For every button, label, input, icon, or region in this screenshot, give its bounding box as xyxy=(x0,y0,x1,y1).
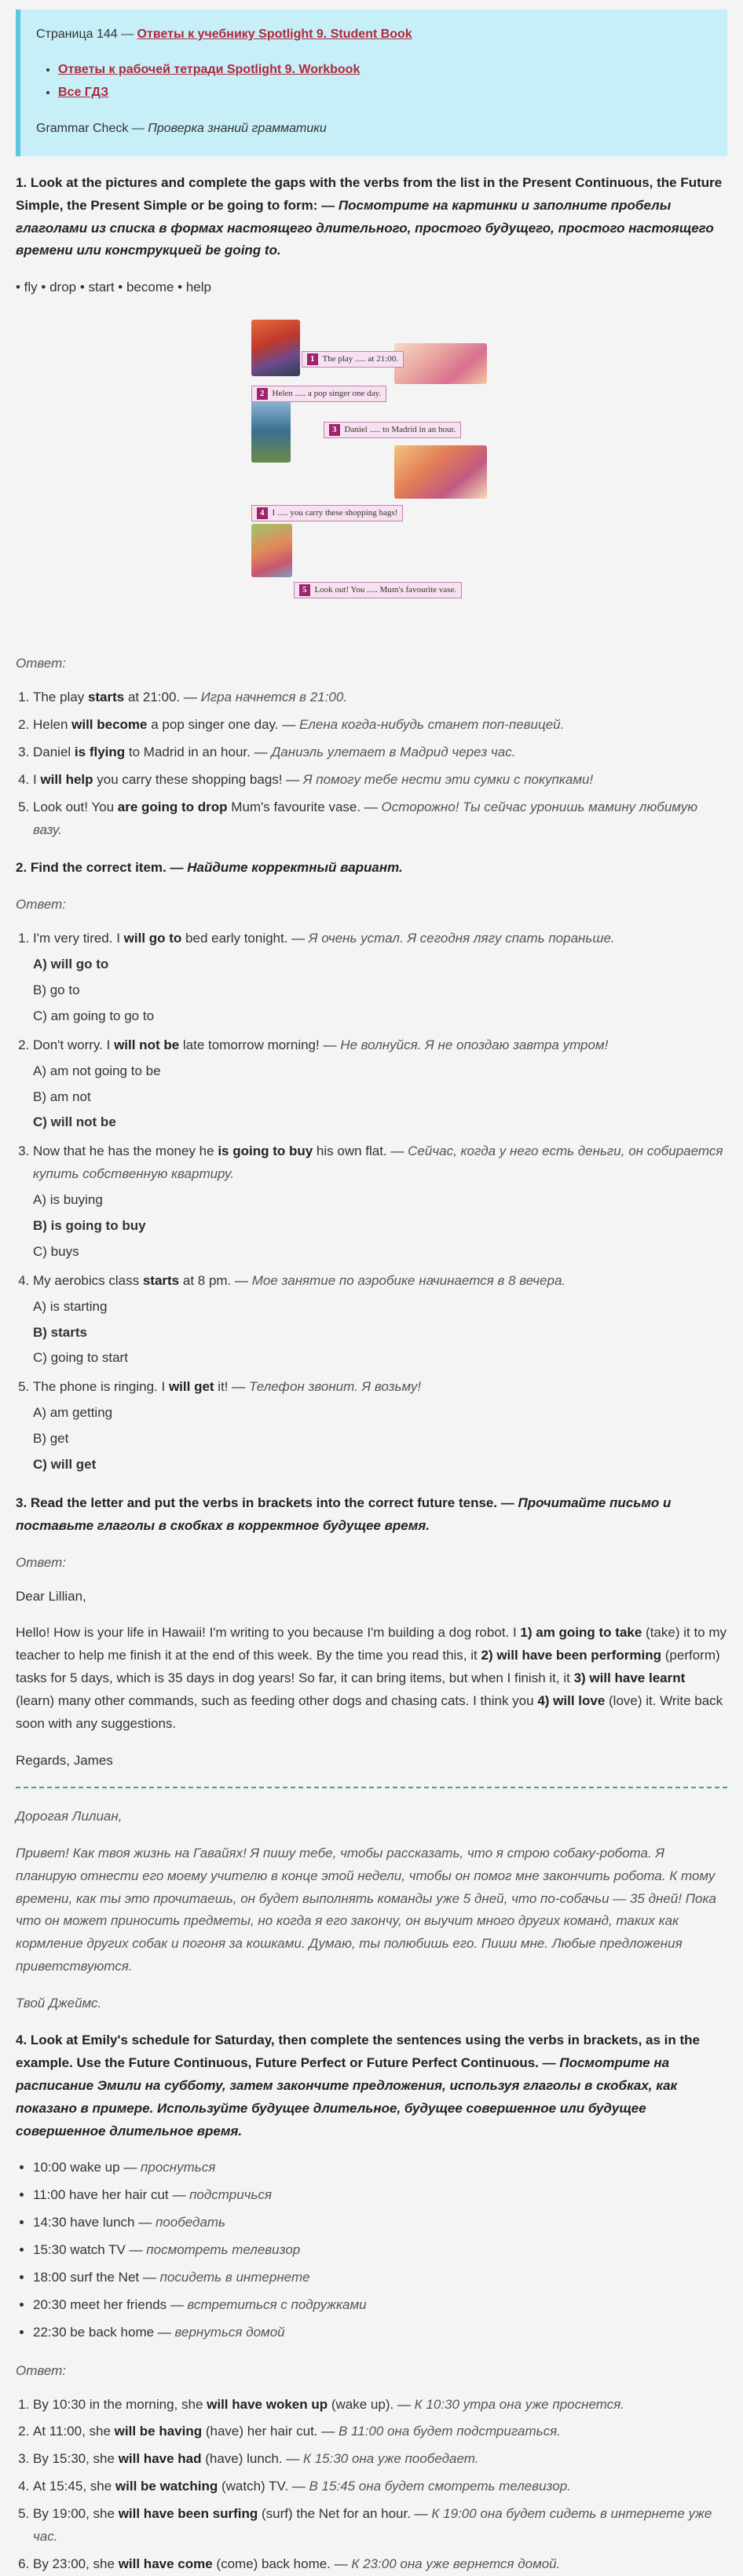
text-fragment: Don't worry. I xyxy=(33,1037,115,1052)
text-fragment: will have come xyxy=(118,2556,213,2571)
answer-label: Ответ: xyxy=(16,1554,67,1570)
text-fragment: (wake up). — xyxy=(328,2396,415,2412)
text-fragment: 10:00 wake up — xyxy=(33,2160,141,2175)
text-fragment: At 15:45, she xyxy=(33,2479,115,2494)
text-fragment: 18:00 surf the Net — xyxy=(33,2269,160,2285)
list-item xyxy=(33,928,727,1028)
text-fragment: Мое занятие по аэробике начинается в 8 вечера. xyxy=(251,1272,566,1288)
text-fragment: (have) her hair cut. — xyxy=(202,2424,339,2439)
text-fragment: 2) will have been performing xyxy=(481,1648,662,1663)
options-list xyxy=(33,1060,727,1135)
text-fragment: 20:30 meet her friends — xyxy=(33,2296,188,2312)
text-fragment: will go to xyxy=(123,931,182,946)
option: A) am not going to be xyxy=(33,1063,161,1078)
text-fragment: By 15:30, she xyxy=(33,2451,119,2467)
text-fragment: (watch) TV. — xyxy=(218,2479,309,2494)
text-fragment: Hello! How is your life in Hawaii! I'm writing to you because I'm building a dog robot. I xyxy=(16,1625,521,1641)
text-fragment: at 21:00. — xyxy=(124,690,201,705)
text-fragment: Даниэль улетает в Мадрид через час. xyxy=(271,744,516,759)
list-item xyxy=(33,741,727,764)
task-ru: Найдите корректный вариант. xyxy=(187,860,403,876)
text-fragment: К 15:30 она уже пообедает. xyxy=(302,2451,479,2467)
all-gdz-link[interactable]: Все ГДЗ xyxy=(58,86,109,100)
text-fragment: Сейчас, когда у него есть деньги, он собирается купить собственную квартиру. xyxy=(33,1143,723,1182)
text-fragment: (have) lunch. — xyxy=(201,2451,303,2467)
text-fragment: is going to buy xyxy=(218,1143,313,1159)
text-fragment: посмотреть телевизор xyxy=(146,2242,301,2258)
text-fragment: is flying xyxy=(74,744,126,759)
text-fragment: (surf) the Net for an hour. — xyxy=(258,2506,432,2522)
list-item xyxy=(58,82,712,103)
text-fragment: Look out! You xyxy=(33,799,118,814)
text-fragment: will have had xyxy=(118,2451,202,2467)
task-ru: Посмотрите на картинки и заполните пробелы глаголами из списка в формах настоящего длительного, простого будущего, простого настоящего времени или конструкцией be going to. xyxy=(16,197,714,258)
option: B) go to xyxy=(33,982,80,997)
grammar-check-en: Grammar Check — xyxy=(36,121,148,135)
label-text: Helen ..... a pop singer one day. xyxy=(272,389,382,399)
list-item xyxy=(33,2448,727,2471)
text-fragment: (learn) many other commands, such as feeding other dogs and chasing cats. I think you xyxy=(16,1693,538,1709)
text-fragment: will be having xyxy=(114,2424,203,2439)
list-item xyxy=(33,2212,727,2234)
exercise-4-answers xyxy=(33,2394,727,2576)
text-fragment: Я очень устал. Я сегодня лягу спать пораньше. xyxy=(308,931,615,946)
text-fragment: are going to drop xyxy=(117,799,228,814)
label-text: Look out! You ..... Mum's favourite vase. xyxy=(314,585,457,595)
text-fragment: 1) am going to take xyxy=(520,1625,642,1641)
text-fragment: bed early tonight. — xyxy=(181,931,309,946)
text-fragment: К 10:30 утра она уже проснется. xyxy=(414,2396,624,2412)
options-list xyxy=(33,1296,727,1370)
answer-label: Ответ: xyxy=(16,656,67,671)
task-en: 4. Look at Emily's schedule for Saturday, then complete the sentences using the verbs in brackets, as in the example. Use the Future Continuous, Future Perfect or Future Perfect Continuous. — xyxy=(16,2032,700,2070)
page-line xyxy=(36,24,712,45)
list-item xyxy=(33,1140,727,1263)
option-selected: C) will get xyxy=(33,1457,97,1473)
text-fragment: Елена когда-нибудь станет поп-певицей. xyxy=(298,716,565,732)
option: A) is buying xyxy=(33,1192,103,1208)
text-fragment: подстричься xyxy=(189,2187,272,2203)
text-fragment: The play xyxy=(33,690,88,705)
picture-shopping xyxy=(394,445,487,499)
list-item xyxy=(33,2475,727,2498)
text-fragment: My aerobics class xyxy=(33,1272,143,1288)
label-text: Daniel ..... to Madrid in an hour. xyxy=(344,425,456,435)
text-fragment: By 10:30 in the morning, she xyxy=(33,2396,207,2412)
picture-label-4 xyxy=(251,505,403,521)
option: C) buys xyxy=(33,1243,79,1259)
text-fragment: it! — xyxy=(214,1379,249,1395)
picture-label-2 xyxy=(251,386,386,401)
text-fragment: his own flat. — xyxy=(313,1143,408,1159)
exercise-1-answers xyxy=(33,686,727,841)
text-fragment: The phone is ringing. I xyxy=(33,1379,169,1395)
text-fragment: 14:30 have lunch — xyxy=(33,2215,156,2230)
picture-label-1 xyxy=(302,351,404,367)
text-fragment: you carry these shopping bags! — xyxy=(93,771,303,787)
text-fragment: will have woken up xyxy=(207,2396,328,2412)
exercise-1-pictures xyxy=(251,320,487,626)
picture-vase xyxy=(251,524,292,577)
list-item xyxy=(33,2294,727,2317)
text-fragment: Helen xyxy=(33,716,72,732)
exercise-2-answers xyxy=(33,928,727,1476)
text-fragment: will get xyxy=(168,1379,214,1395)
text-fragment: 3) will have learnt xyxy=(573,1670,686,1686)
label-text: I ..... you carry these shopping bags! xyxy=(272,508,398,518)
page-number: Страница 144 — xyxy=(36,27,137,41)
option: B) get xyxy=(33,1431,69,1447)
text-fragment: starts xyxy=(142,1272,180,1288)
text-fragment: вернуться домой xyxy=(174,2324,285,2340)
text-fragment: will be watching xyxy=(115,2479,218,2494)
translation-signoff: Твой Джеймс. xyxy=(16,1996,102,2011)
list-item xyxy=(33,796,727,842)
picture-label-5 xyxy=(294,582,462,598)
option-selected: A) will go to xyxy=(33,957,109,972)
word-list: • fly • drop • start • become • help xyxy=(16,280,211,295)
option-selected: C) will not be xyxy=(33,1114,116,1130)
list-item xyxy=(33,2157,727,2179)
label-number: 4 xyxy=(257,507,268,518)
list-item xyxy=(33,1270,727,1370)
list-item xyxy=(33,714,727,737)
divider xyxy=(16,1787,727,1788)
list-item xyxy=(33,2267,727,2289)
label-number: 3 xyxy=(329,424,340,435)
text-fragment: встретиться с подружками xyxy=(187,2296,367,2312)
text-fragment: at 8 pm. — xyxy=(179,1272,252,1288)
text-fragment: will help xyxy=(40,771,93,787)
text-fragment: К 19:00 она будет сидеть в интернете уже час. xyxy=(33,2506,712,2544)
label-number: 1 xyxy=(307,353,318,364)
option: A) is starting xyxy=(33,1298,108,1314)
text-fragment: late tomorrow morning! — xyxy=(179,1037,341,1052)
task-en: 3. Read the letter and put the verbs in brackets into the correct future tense. — xyxy=(16,1495,518,1510)
options-list xyxy=(33,953,727,1028)
text-fragment: to Madrid in an hour. — xyxy=(125,744,272,759)
picture-theatre xyxy=(251,320,300,376)
exercise-1-task xyxy=(16,172,727,263)
task-en: 1. Look at the pictures and complete the gaps with the verbs from the list in the Present Continuous, the Future Simple, the Present Simple or be going to form: — xyxy=(16,174,723,213)
option: A) am getting xyxy=(33,1405,113,1421)
text-fragment: 11:00 have her hair cut — xyxy=(33,2187,190,2203)
text-fragment: By 23:00, she xyxy=(33,2556,119,2571)
label-number: 2 xyxy=(257,388,268,399)
text-fragment: Игра начнется в 21:00. xyxy=(200,690,347,705)
text-fragment: will have been surfing xyxy=(118,2506,258,2522)
translation-body: Привет! Как твоя жизнь на Гавайях! Я пишу тебе, чтобы рассказать, что я строю собаку-робота. Я планирую отнести его моему учителю в конце этой недели, чтобы он помог мне закончить робота. К тому времени, как ты это прочитаешь, он будет выполнять команды уже 5 дней, что по-собачьи — 35 дней! Пока что он может приносить предметы, но когда я его закончу, он выучит много других команд, таких как кормление других собак и погоня за кошками. Думаю, ты полюбишь его. Пиши мне. Любые предложения приветствуются. xyxy=(16,1845,716,1974)
text-fragment: 4) will love xyxy=(537,1693,606,1709)
task-ru: Посмотрите на расписание Эмили на субботу, затем закончите предложения, используя глаголы в скобках, как показано в примере. Используйте будущее длительное, будущее совершенное или будущее совершенное длительное время. xyxy=(16,2055,678,2139)
option: B) am not xyxy=(33,1089,91,1104)
text-fragment: will become xyxy=(71,716,148,732)
picture-singer xyxy=(394,343,487,384)
option-selected: B) is going to buy xyxy=(33,1218,146,1234)
text-fragment: Не волнуйся. Я не опоздаю завтра утром! xyxy=(340,1037,609,1052)
text-fragment: В 15:45 она будет смотреть телевизор. xyxy=(309,2479,571,2494)
text-fragment: Daniel xyxy=(33,744,75,759)
task-en: 2. Find the correct item. — xyxy=(16,860,188,876)
answer-label: Ответ: xyxy=(16,897,67,913)
workbook-link[interactable]: Ответы к рабочей тетради Spotlight 9. Workbook xyxy=(58,63,361,77)
list-item xyxy=(33,1034,727,1135)
task-ru: Прочитайте письмо и поставьте глаголы в скобках в корректное будущее время. xyxy=(16,1495,672,1533)
exercise-2-task xyxy=(16,857,727,880)
list-item xyxy=(33,2394,727,2417)
grammar-check-ru: Проверка знаний грамматики xyxy=(148,121,327,135)
text-fragment: I xyxy=(33,771,41,787)
text-fragment: проснуться xyxy=(141,2160,216,2175)
text-fragment: At 11:00, she xyxy=(33,2424,115,2439)
letter-body xyxy=(16,1622,727,1735)
list-item xyxy=(33,2184,727,2207)
label-number: 5 xyxy=(299,584,310,595)
text-fragment: Телефон звонит. Я возьму! xyxy=(248,1379,422,1395)
text-fragment: Mum's favourite vase. — xyxy=(227,799,382,814)
text-fragment: (come) back home. — xyxy=(212,2556,352,2571)
text-fragment: (perform) tasks for 5 days, which is 35 days in dog years! So far, it can bring items, but when I finish it, it xyxy=(16,1648,720,1686)
schedule-list xyxy=(33,2157,727,2344)
student-book-link[interactable]: Ответы к учебнику Spotlight 9. Student Book xyxy=(137,27,412,41)
text-fragment: will not be xyxy=(114,1037,180,1052)
grammar-check-line xyxy=(36,118,712,139)
list-item xyxy=(58,59,712,80)
text-fragment: (love) it. Write back soon with any suggestions. xyxy=(16,1693,723,1732)
links-list xyxy=(58,59,712,103)
option: C) going to start xyxy=(33,1350,128,1366)
label-text: The play ..... at 21:00. xyxy=(322,354,399,364)
text-fragment: By 19:00, she xyxy=(33,2506,119,2522)
text-fragment: starts xyxy=(87,690,125,705)
picture-label-3 xyxy=(324,422,461,437)
picture-airport xyxy=(251,400,291,463)
answer-label: Ответ: xyxy=(16,2362,67,2378)
text-fragment: Я помогу тебе нести эти сумки с покупками! xyxy=(302,771,594,787)
text-fragment: К 23:00 она уже вернется домой. xyxy=(351,2556,561,2571)
options-list xyxy=(33,1402,727,1476)
text-fragment: I'm very tired. I xyxy=(33,931,124,946)
letter-translation xyxy=(16,1806,727,2015)
list-item xyxy=(33,1376,727,1476)
header-box xyxy=(16,9,727,156)
list-item xyxy=(33,769,727,792)
options-list xyxy=(33,1189,727,1264)
text-fragment: Now that he has the money he xyxy=(33,1143,218,1159)
list-item xyxy=(33,2239,727,2262)
letter-greeting: Dear Lillian, xyxy=(16,1588,86,1604)
list-item xyxy=(33,2420,727,2443)
text-fragment: пообедать xyxy=(155,2215,225,2230)
exercise-3-task xyxy=(16,1492,727,1538)
letter-signoff: Regards, James xyxy=(16,1752,113,1768)
option: C) am going to go to xyxy=(33,1008,155,1023)
text-fragment: Осторожно! Ты сейчас уронишь мамину любимую вазу. xyxy=(33,799,698,837)
text-fragment: a pop singer one day. — xyxy=(147,716,299,732)
text-fragment: посидеть в интернете xyxy=(159,2269,310,2285)
option-selected: B) starts xyxy=(33,1324,87,1340)
list-item xyxy=(33,686,727,709)
list-item xyxy=(33,2553,727,2576)
exercise-4-task xyxy=(16,2029,727,2142)
text-fragment: 22:30 be back home — xyxy=(33,2324,175,2340)
text-fragment: В 11:00 она будет подстригаться. xyxy=(338,2424,561,2439)
text-fragment: (take) it to my teacher to help me finish it at the end of this week. By the time you read this, it xyxy=(16,1625,727,1663)
list-item xyxy=(33,2503,727,2549)
translation-greeting: Дорогая Лилиан, xyxy=(16,1808,123,1824)
text-fragment: 15:30 watch TV — xyxy=(33,2242,147,2258)
list-item xyxy=(33,2322,727,2344)
